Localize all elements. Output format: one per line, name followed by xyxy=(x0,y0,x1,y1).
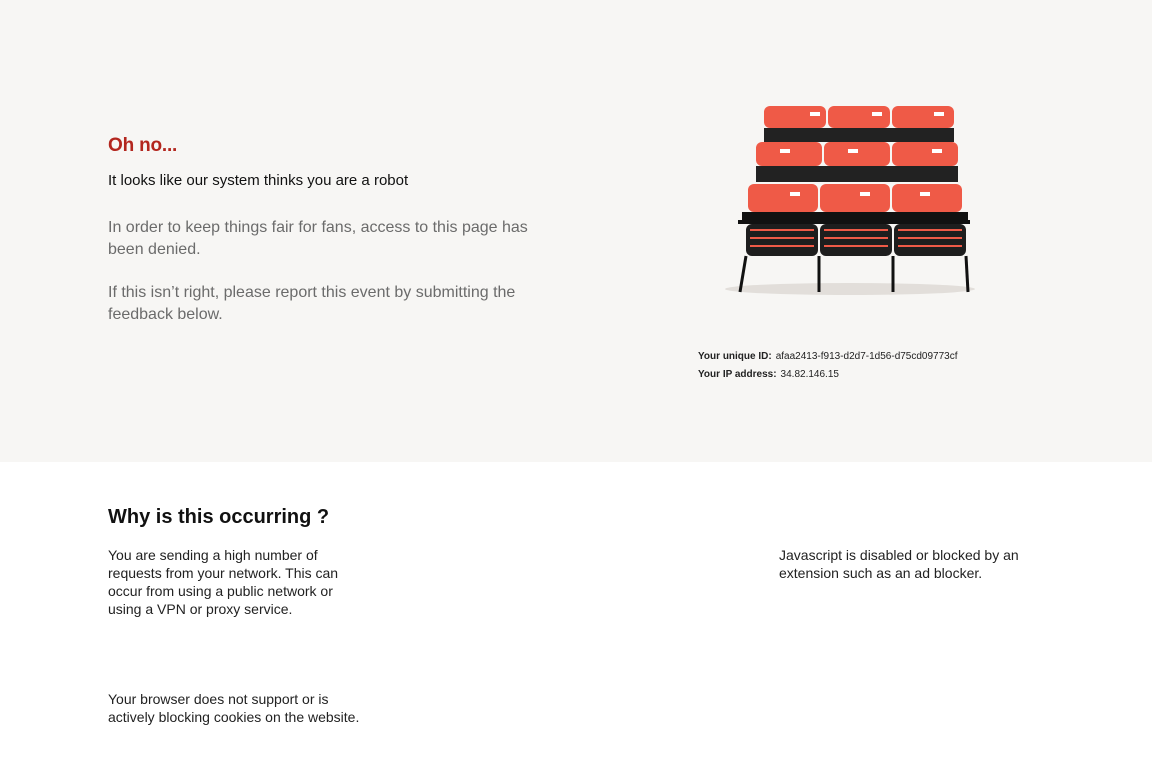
reason-high-requests: You are sending a high number of requests from your network. This can occur from using a public network or using a VPN or proxy service. xyxy=(108,547,339,617)
unique-id-label: Your unique ID: xyxy=(698,351,772,362)
reason-javascript-disabled: Javascript is disabled or blocked by an extension such as an ad blocker. xyxy=(779,547,1019,581)
ip-address-row xyxy=(698,366,958,384)
stadium-seats-illustration xyxy=(720,96,980,301)
page-title: Oh no... xyxy=(108,135,178,156)
reason-cookies-blocked: Your browser does not support or is actively blocking cookies on the website. xyxy=(108,691,360,725)
identifier-block xyxy=(698,348,958,384)
access-denied-text: In order to keep things fair for fans, access to this page has been denied. xyxy=(108,219,528,258)
unique-id-row xyxy=(698,348,958,366)
ip-address-value: 34.82.146.15 xyxy=(780,369,839,380)
report-feedback-text: If this isn’t right, please report this event by submitting the feedback below. xyxy=(108,284,516,323)
robot-message: It looks like our system thinks you are a robot xyxy=(108,172,409,189)
unique-id-value: afaa2413-f913-d2d7-1d56-d75cd09773cf xyxy=(775,351,958,362)
ip-address-label: Your IP address: xyxy=(698,369,777,380)
reasons-title: Why is this occurring ? xyxy=(108,506,330,528)
